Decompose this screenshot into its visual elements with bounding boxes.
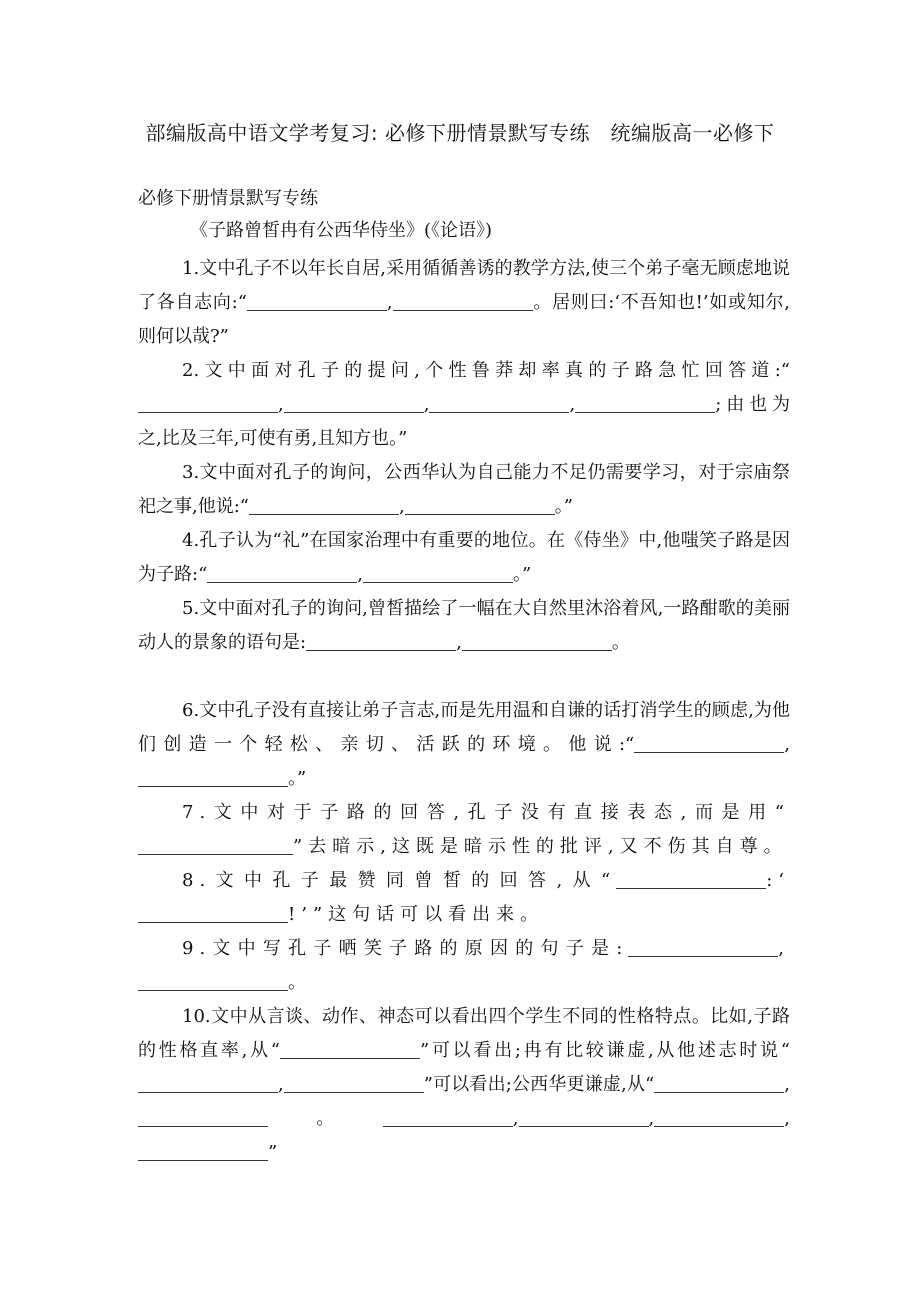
question-1: 1.文中孔子不以年长自居,采用循循善诱的教学方法,使三个弟子毫无顾虑地说了各自志向:“ , 。居则曰:‘不吾知也!’如或知尔,则何以哉?” bbox=[138, 258, 790, 347]
answer-blank[interactable] bbox=[634, 734, 784, 753]
answer-blank[interactable] bbox=[654, 1074, 784, 1093]
question-4: 4.孔子认为“礼”在国家治理中有重要的地位。在《侍坐》中,他嗤笑子路是因为子路:“ , 。” bbox=[138, 530, 790, 585]
answer-blank[interactable] bbox=[138, 972, 288, 991]
answer-blank[interactable] bbox=[138, 1108, 268, 1127]
question-9: 9.文中写孔子哂笑子路的原因的句子是: ,。 bbox=[138, 932, 790, 1000]
question-8: 8.文中孔子最赞同曾皙的回答,从“ :‘!’”这句话可以看出来。 bbox=[138, 864, 790, 932]
question-10: 10.文中从言谈、动作、神态可以看出四个学生不同的性格特点。比如,子路的性格直率,从“ ”可以看出;冉有比较谦虚,从他述志时说“, ”可以看出;公西华更谦虚,从“ ,。 , , ,” bbox=[138, 1006, 790, 1163]
answer-blank[interactable] bbox=[138, 768, 288, 787]
answer-blank[interactable] bbox=[138, 836, 293, 855]
answer-blank[interactable] bbox=[207, 564, 357, 583]
question-3: 3.文中面对孔子的询问，公西华认为自己能力不足仍需要学习，对于宗庙祭祀之事,他说:“ , 。” bbox=[138, 462, 790, 517]
section-subtitle: 必修下册情景默写专练 bbox=[138, 188, 318, 209]
answer-blank[interactable] bbox=[247, 292, 387, 311]
answer-blank[interactable] bbox=[363, 564, 513, 583]
answer-blank[interactable] bbox=[519, 1108, 649, 1127]
question-5: 5.文中面对孔子的询问,曾皙描绘了一幅在大自然里沐浴着风,一路酣歌的美丽动人的景象的语句是: , 。 bbox=[138, 598, 790, 653]
answer-blank[interactable] bbox=[138, 394, 278, 413]
document-title: 部编版高中语文学考复习: 必修下册情景默写专练 统编版高一必修下 bbox=[145, 121, 775, 145]
answer-blank[interactable] bbox=[429, 394, 569, 413]
source-heading: 《子路曾皙冉有公西华侍坐》(《论语》) bbox=[190, 220, 493, 241]
answer-blank[interactable] bbox=[284, 1074, 424, 1093]
answer-blank[interactable] bbox=[138, 1142, 268, 1161]
answer-blank[interactable] bbox=[405, 496, 555, 515]
answer-blank[interactable] bbox=[616, 870, 766, 889]
answer-blank[interactable] bbox=[393, 292, 533, 311]
answer-blank[interactable] bbox=[280, 1040, 420, 1059]
answer-blank[interactable] bbox=[654, 1108, 784, 1127]
question-6: 6.文中孔子没有直接让弟子言志,而是先用温和自谦的话打消学生的顾虑,为他们创造一个轻松、亲切、活跃的环境。他说:“ ,。” bbox=[138, 700, 790, 789]
answer-blank[interactable] bbox=[138, 904, 288, 923]
answer-blank[interactable] bbox=[628, 938, 778, 957]
answer-blank[interactable] bbox=[462, 632, 612, 651]
question-7: 7.文中对于子路的回答,孔子没有直接表态,而是用“”去暗示,这既是暗示性的批评,又不伤其自尊。 bbox=[138, 796, 790, 864]
answer-blank[interactable] bbox=[284, 394, 424, 413]
answer-blank[interactable] bbox=[575, 394, 715, 413]
question-2: 2.文中面对孔子的提问,个性鲁莽却率真的子路急忙回答道:“, , , ;由也为之,比及三年,可使有勇,且知方也。” bbox=[138, 360, 790, 449]
answer-blank[interactable] bbox=[383, 1108, 513, 1127]
answer-blank[interactable] bbox=[249, 496, 399, 515]
answer-blank[interactable] bbox=[138, 1074, 278, 1093]
answer-blank[interactable] bbox=[306, 632, 456, 651]
